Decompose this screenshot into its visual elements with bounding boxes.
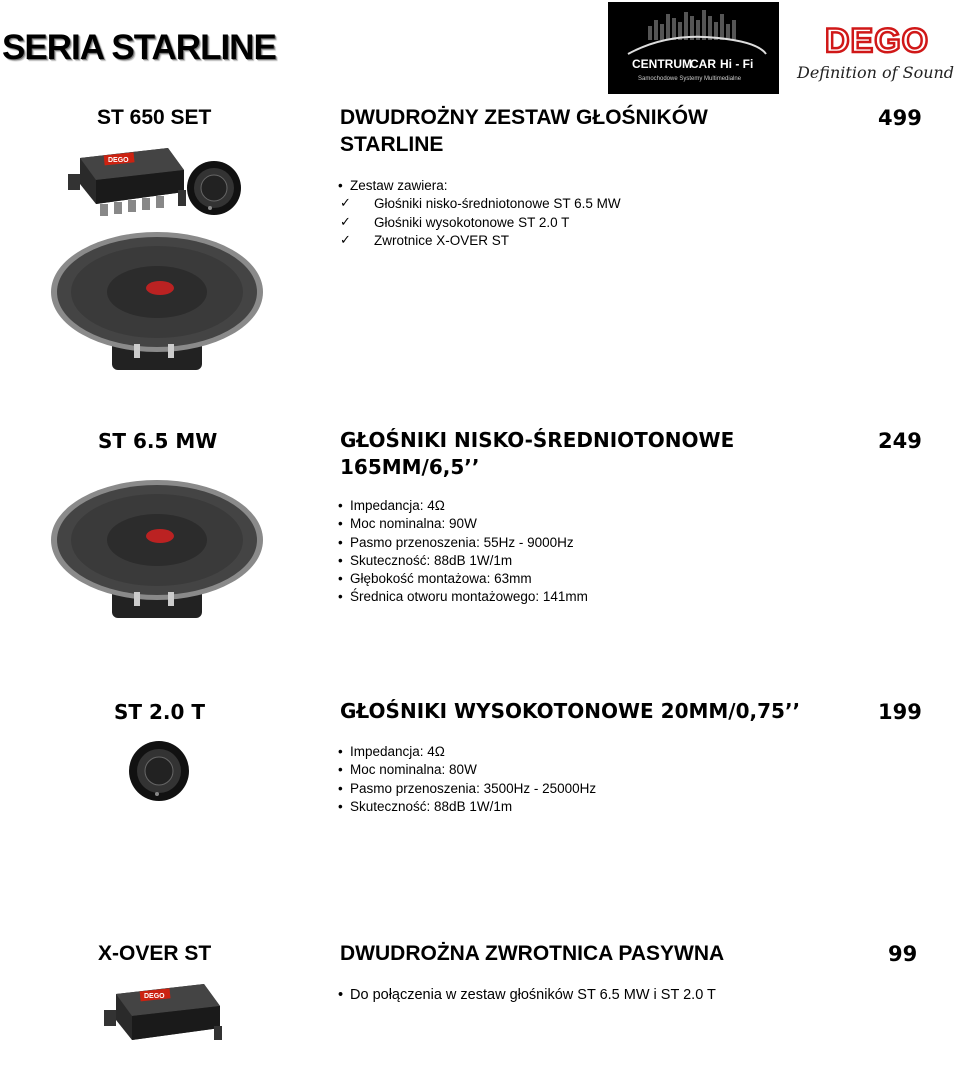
svg-text:DEGO: DEGO (108, 157, 129, 164)
spec-check-item: ✓ Zwrotnice X-OVER ST (338, 232, 621, 250)
dego-logo (795, 20, 960, 90)
product-spec-list (338, 177, 621, 250)
product-title: DWUDROŻNY ZESTAW GŁOŚNIKÓW STARLINE (340, 106, 708, 156)
product-spec-list (338, 497, 588, 607)
spec-item: • Impedancja: 4Ω (338, 497, 588, 515)
spec-item: • Moc nominalna: 80W (338, 761, 596, 779)
woofer-image (50, 474, 265, 627)
spec-item: • Moc nominalna: 90W (338, 515, 588, 533)
product-price: 99 (888, 942, 918, 966)
svg-text:Hi - Fi: Hi - Fi (720, 57, 754, 71)
svg-text:DEGO: DEGO (825, 22, 930, 60)
svg-text:Samochodowe Systemy Multimedia: Samochodowe Systemy Multimedialne (638, 76, 742, 82)
product-title: GŁOŚNIKI NISKO-ŚREDNIOTONOWE 165MM/6,5’’ (340, 428, 735, 479)
svg-text:CAR: CAR (690, 57, 716, 71)
spec-item: • Impedancja: 4Ω (338, 743, 596, 761)
centrum-car-hifi-logo (608, 2, 779, 94)
svg-text:DEGO: DEGO (144, 993, 165, 1000)
product-title: GŁOŚNIKI WYSOKOTONOWE 20MM/0,75’’ (340, 699, 801, 723)
product-price: 249 (878, 429, 922, 453)
product-code: ST 2.0 T (114, 700, 206, 724)
spec-item: • Zestaw zawiera: (338, 177, 621, 195)
product-price: 499 (878, 106, 922, 130)
tweeter-image (186, 160, 242, 227)
tweeter-image (128, 740, 190, 809)
spec-item: • Pasmo przenoszenia: 3500Hz - 25000Hz (338, 780, 596, 798)
crossover-image (68, 140, 186, 237)
svg-text:Definition of Sound: Definition of Sound (797, 63, 955, 82)
woofer-image (50, 226, 265, 379)
spec-item: • Skuteczność: 88dB 1W/1m (338, 552, 588, 570)
spec-item: • Średnica otworu montażowego: 141mm (338, 588, 588, 606)
product-spec-list (338, 986, 716, 1004)
svg-text:CENTRUM: CENTRUM (632, 57, 692, 71)
spec-item: • Pasmo przenoszenia: 55Hz - 9000Hz (338, 534, 588, 552)
crossover-image (104, 978, 222, 1065)
product-price: 199 (878, 700, 922, 724)
spec-item: • Skuteczność: 88dB 1W/1m (338, 798, 596, 816)
product-code: ST 6.5 MW (98, 429, 218, 453)
page-title: SERIA STARLINE (2, 28, 276, 67)
spec-check-item: ✓ Głośniki nisko-średniotonowe ST 6.5 MW (338, 195, 621, 213)
spec-item: • Głębokość montażowa: 63mm (338, 570, 588, 588)
spec-check-item: ✓ Głośniki wysokotonowe ST 2.0 T (338, 214, 621, 232)
product-title: DWUDROŻNA ZWROTNICA PASYWNA (340, 942, 725, 965)
product-spec-list (338, 743, 596, 816)
product-code: X-OVER ST (98, 942, 212, 965)
spec-item: • Do połączenia w zestaw głośników ST 6.5 MW i ST 2.0 T (338, 986, 716, 1004)
product-code: ST 650 SET (97, 106, 212, 129)
